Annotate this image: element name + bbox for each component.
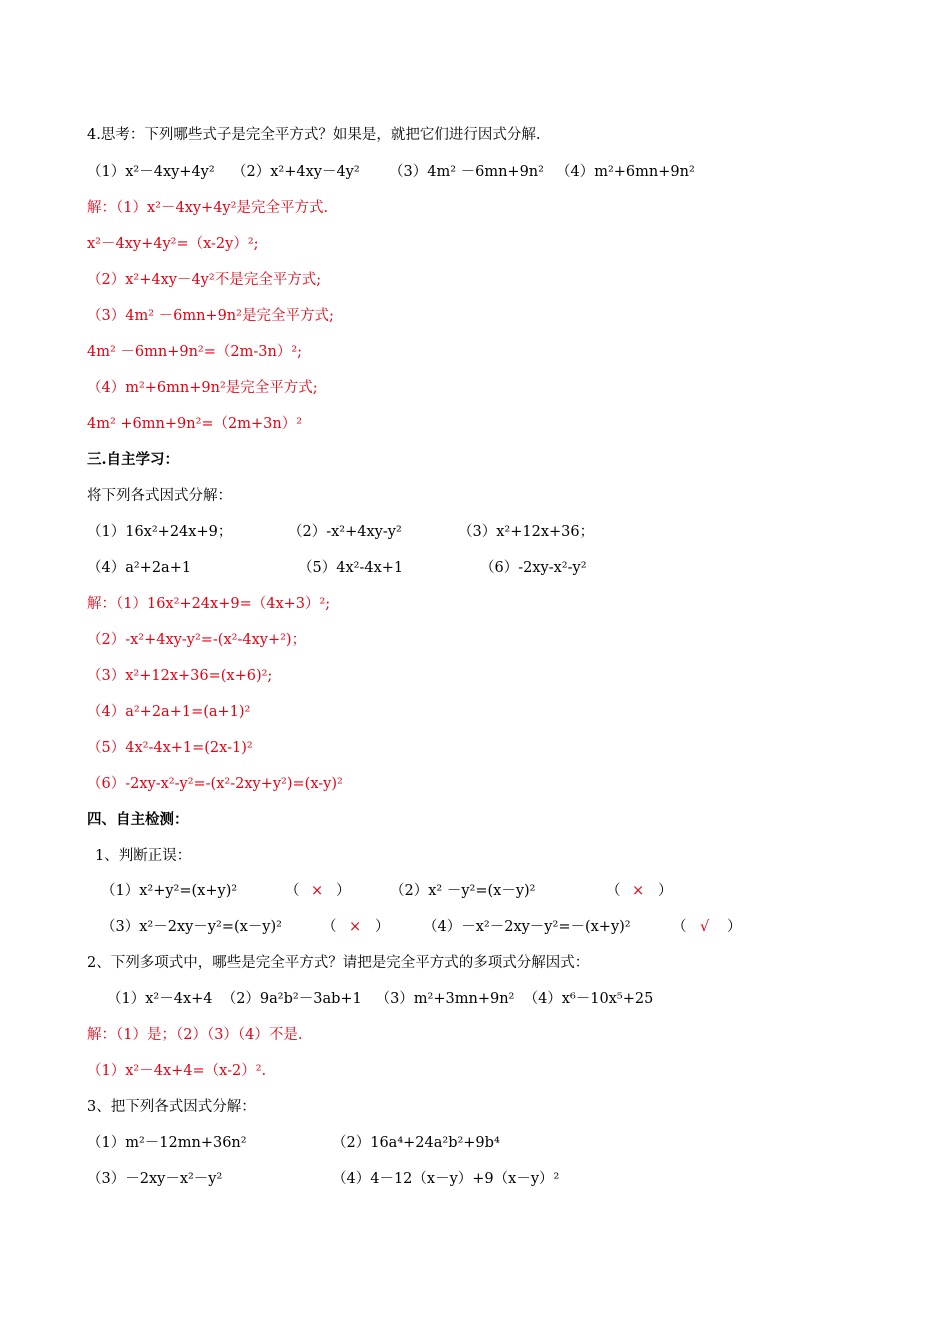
section3-answer-2: （2）-x²+4xy-y²=-(x²-4xy+²)； (87, 632, 307, 648)
factor-item-1: （1）m²－12mn+36n² (87, 1135, 247, 1151)
q4-item-2: （2）x²+4xy－4y² (232, 164, 360, 180)
section4-q2-title: 2、下列多项式中，哪些是完全平方式？请把是完全平方式的多项式分解因式： (87, 955, 590, 971)
q4-answer-6: （4）m²+6mn+9n²是完全平方式; (87, 380, 318, 396)
q4-answer-3: （2）x²+4xy－4y²不是完全平方式; (87, 272, 322, 288)
judge-item-2-open: （ (606, 883, 621, 899)
section4-q2-items: （1）x²－4x+4 （2）9a²b²－3ab+1 （3）m²+3mn+9n² （4）x⁶－10x⁵+25 (107, 991, 654, 1007)
section3-item-4: （4）a²+2a+1 (87, 560, 192, 576)
section4-q3-title: 3、把下列各式因式分解： (87, 1099, 256, 1115)
section3-item-1: （1）16x²+24x+9； (87, 524, 233, 540)
q4-title: 4.思考：下列哪些式子是完全平方式？如果是，就把它们进行因式分解. (87, 127, 541, 143)
q4-answer-5: 4m² －6mn+9n²=（2m-3n）²; (87, 344, 303, 360)
factor-item-2: （2）16a⁴+24a²b²+9b⁴ (332, 1135, 500, 1151)
section3-item-5: （5）4x²-4x+1 (298, 560, 404, 576)
section4-q2-answer-2: （1）x²－4x+4=（x-2）². (87, 1063, 267, 1079)
judge-item-4-open: （ (672, 919, 687, 935)
judge-item-4-mark: √ (700, 919, 710, 935)
section3-answer-3: （3）x²+12x+36=(x+6)²; (87, 668, 273, 684)
judge-item-1-mark: × (311, 883, 324, 899)
section3-intro: 将下列各式因式分解： (87, 488, 232, 504)
section4-heading: 四、自主检测： (87, 811, 189, 828)
judge-item-2-close: ） (658, 883, 673, 899)
q4-item-3: （3）4m² －6mn+9n² (389, 164, 544, 180)
judge-item-3-open: （ (322, 919, 337, 935)
q4-answer-4: （3）4m² －6mn+9n²是完全平方式; (87, 308, 334, 324)
section3-item-2: （2）-x²+4xy-y² (288, 524, 402, 540)
judge-item-1-open: （ (285, 883, 300, 899)
q4-answer-7: 4m² +6mn+9n²=（2m+3n）² (87, 416, 303, 432)
judge-item-2-mark: × (632, 883, 645, 899)
section4-q1-title: 1、判断正误： (95, 848, 192, 864)
q4-item-4: （4）m²+6mn+9n² (556, 164, 695, 180)
q4-item-1: （1）x²－4xy+4y² (87, 164, 215, 180)
judge-item-4: （4）－x²－2xy－y²=－(x+y)² (423, 919, 631, 935)
section3-answer-6: （6）-2xy-x²-y²=-(x²-2xy+y²)=(x-y)² (87, 776, 343, 792)
factor-item-3: （3）－2xy－x²－y² (87, 1171, 223, 1187)
section3-answer-1: 解：（1）16x²+24x+9=（4x+3）²; (87, 596, 331, 612)
judge-item-1: （1）x²+y²=(x+y)² (101, 883, 238, 899)
section4-q2-answer-1: 解：（1）是；（2）（3）（4）不是. (87, 1027, 303, 1043)
section3-answer-4: （4）a²+2a+1=(a+1)² (87, 704, 251, 720)
judge-item-3-close: ） (375, 919, 390, 935)
section3-item-3: （3）x²+12x+36； (458, 524, 595, 540)
section3-answer-5: （5）4x²-4x+1=(2x-1)² (87, 740, 253, 756)
section3-item-6: （6）-2xy-x²-y² (480, 560, 587, 576)
factor-item-4: （4）4－12（x－y）+9（x－y）² (332, 1171, 560, 1187)
judge-item-3: （3）x²－2xy－y²=(x－y)² (101, 919, 282, 935)
judge-item-1-close: ） (336, 883, 351, 899)
section3-heading: 三.自主学习： (87, 451, 180, 468)
q4-answer-1: 解：（1）x²－4xy+4y²是完全平方式. (87, 200, 329, 216)
judge-item-2: （2）x² －y²=(x－y)² (390, 883, 536, 899)
judge-item-3-mark: × (349, 919, 362, 935)
q4-answer-2: x²－4xy+4y²=（x-2y）²; (87, 236, 259, 252)
judge-item-4-close: ） (727, 919, 742, 935)
